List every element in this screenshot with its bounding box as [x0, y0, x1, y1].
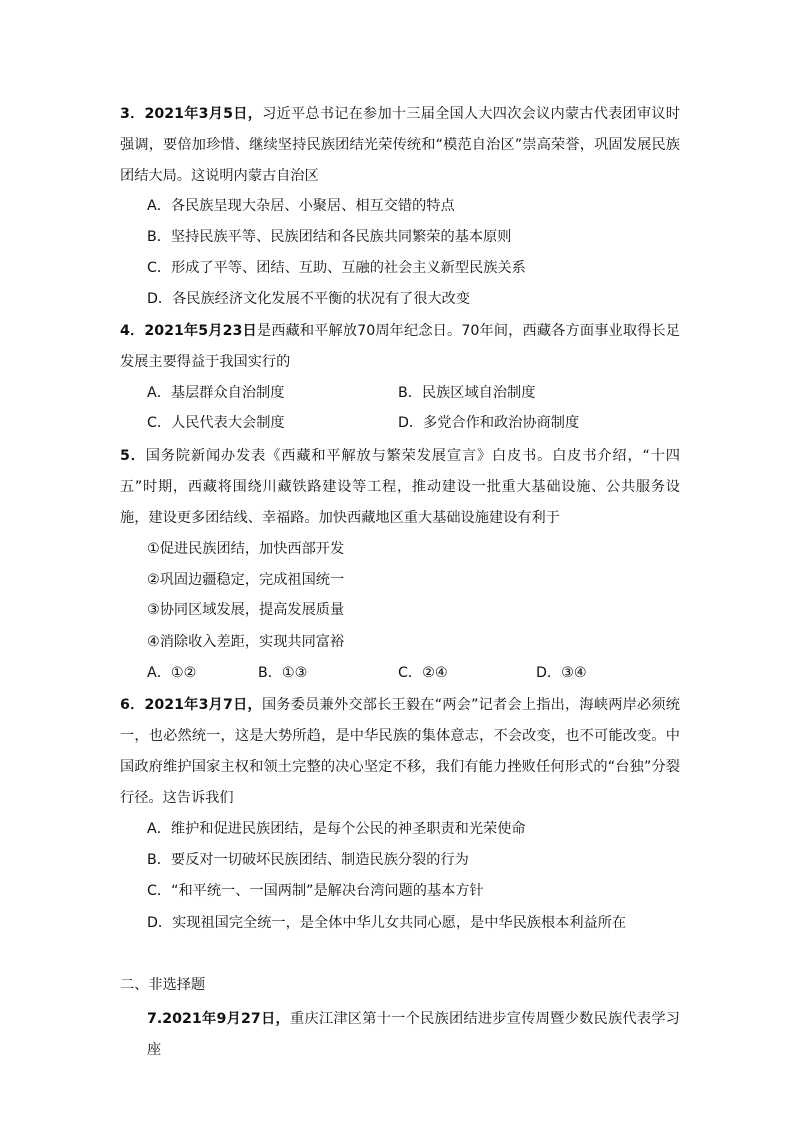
question-7	[147, 1004, 680, 1066]
q6-option-a: A．维护和促进民族团结，是每个公民的神圣职责和光荣使命	[147, 821, 526, 837]
q3-option-a: A．各民族呈现大杂居、小聚居、相互交错的特点	[147, 198, 455, 214]
section-2-title: 二、非选择题	[120, 977, 206, 993]
question-5-text: 国务院新闻办发表《西藏和平解放与繁荣发展宣言》白皮书。白皮书介绍，“十四五”时期，西藏将围绕川藏铁路建设等工程，推动建设一批重大基础设施、公共服务设施，建设更多团结线、幸福路。加快西藏地区重大基础设施建设有利于	[120, 448, 680, 526]
question-3-text: 习近平总书记在参加十三届全国人大四次会议内蒙古代表团审议时强调，要倍加珍惜、继续坚持民族团结光荣传统和“模范自治区”崇高荣誉，巩固发展民族团结大局。这说明内蒙古自治区	[120, 106, 680, 184]
q3-option-d: D．各民族经济文化发展不平衡的状况有了很大改变	[147, 291, 471, 307]
question-6	[120, 690, 680, 814]
q4-option-d: D．多党合作和政治协商制度	[398, 415, 580, 431]
question-6-text: 国务委员兼外交部长王毅在“两会”记者会上指出，海峡两岸必须统一，也必然统一，这是大势所趋，是中华民族的集体意志，不会改变，也不可能改变。中国政府维护国家主权和领土完整的决心坚定不移，我们有能力挫败任何形式的“台独”分裂行径。这告诉我们	[120, 697, 680, 806]
question-7-number: 7.2021年9月27日，	[147, 1011, 290, 1027]
question-5-number: 5．	[120, 448, 146, 464]
q4-option-b: B．民族区域自治制度	[398, 385, 536, 401]
question-6-number: 6．2021年3月7日，	[120, 697, 262, 713]
q5-item-3: ③协同区域发展，提高发展质量	[147, 602, 345, 618]
q6-option-c: C．“和平统一、一国两制”是解决台湾问题的基本方针	[147, 883, 484, 899]
q5-option-a: A．①②	[147, 665, 197, 681]
q4-option-a: A．基层群众自治制度	[147, 385, 285, 401]
q5-option-b: B．①③	[258, 665, 308, 681]
q6-option-b: B．要反对一切破坏民族团结、制造民族分裂的行为	[147, 852, 469, 868]
q5-item-1: ①促进民族团结，加快西部开发	[147, 541, 345, 557]
question-7-text: 重庆江津区第十一个民族团结进步宣传周暨少数民族代表学习座	[147, 1011, 680, 1058]
question-4	[120, 316, 680, 378]
q4-option-c: C．人民代表大会制度	[147, 415, 285, 431]
q5-option-d: D．③④	[536, 665, 587, 681]
q5-option-c: C．②④	[398, 665, 448, 681]
q5-item-4: ④消除收入差距，实现共同富裕	[147, 634, 345, 650]
question-4-text: 是西藏和平解放70周年纪念日。70年间，西藏各方面事业取得长足发展主要得益于我国实行的	[120, 323, 680, 370]
question-3	[120, 99, 680, 192]
question-3-number: 3．2021年3月5日，	[120, 106, 263, 122]
question-4-number: 4．2021年5月23日	[120, 323, 257, 339]
q6-option-d: D．实现祖国完全统一，是全体中华儿女共同心愿，是中华民族根本利益所在	[147, 915, 627, 931]
q3-option-b: B．坚持民族平等、民族团结和各民族共同繁荣的基本原则	[147, 229, 512, 245]
question-5	[120, 441, 680, 534]
q3-option-c: C．形成了平等、团结、互助、互融的社会主义新型民族关系	[147, 260, 526, 276]
q5-item-2: ②巩固边疆稳定，完成祖国统一	[147, 572, 345, 588]
